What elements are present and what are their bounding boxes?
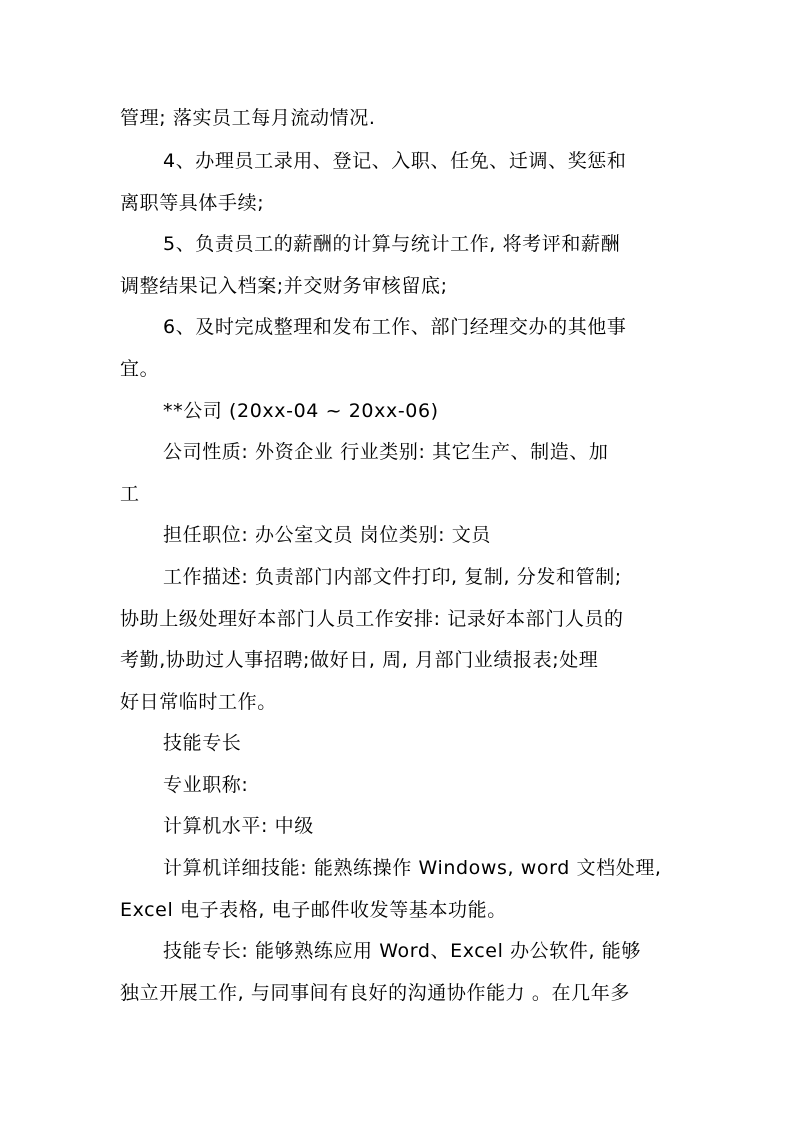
paragraph-line-4: 5、负责员工的薪酬的计算与统计工作, 将考评和薪酬 (163, 233, 621, 255)
paragraph-line-1: 管理; 落实员工每月流动情况. (120, 107, 376, 129)
skills-specialty-line-2: 独立开展工作, 与同事间有良好的沟通协作能力 。在几年多 (120, 982, 630, 1004)
professional-title-line: 专业职称: (163, 774, 249, 796)
position-line: 担任职位: 办公室文员 岗位类别: 文员 (163, 524, 491, 546)
paragraph-line-6: 6、及时完成整理和发布工作、部门经理交办的其他事 (163, 316, 627, 338)
job-description-line-3: 考勤,协助过人事招聘;做好日, 周, 月部门业绩报表;处理 (120, 649, 599, 671)
company-nature-line: 公司性质: 外资企业 行业类别: 其它生产、制造、加 (163, 441, 609, 463)
company-nature-continuation: 工 (120, 483, 140, 505)
job-description-line-4: 好日常临时工作。 (120, 691, 277, 713)
company-heading: **公司 (20xx-04 ~ 20xx-06) (163, 400, 439, 422)
paragraph-line-5: 调整结果记入档案;并交财务审核留底; (120, 275, 448, 297)
computer-skills-line-1: 计算机详细技能: 能熟练操作 Windows, word 文档处理, (163, 857, 662, 879)
job-description-line-2: 协助上级处理好本部门人员工作安排: 记录好本部门人员的 (120, 608, 624, 630)
skills-specialty-line-1: 技能专长: 能够熟练应用 Word、Excel 办公软件, 能够 (163, 940, 641, 962)
paragraph-line-2: 4、办理员工录用、登记、入职、任免、迁调、奖惩和 (163, 150, 627, 172)
computer-level-line: 计算机水平: 中级 (163, 815, 314, 837)
paragraph-line-7: 宜。 (120, 358, 160, 380)
computer-skills-line-2: Excel 电子表格, 电子邮件收发等基本功能。 (120, 899, 507, 921)
paragraph-line-3: 离职等具体手续; (120, 192, 265, 214)
skills-heading: 技能专长 (163, 732, 242, 754)
job-description-line-1: 工作描述: 负责部门内部文件打印, 复制, 分发和管制; (163, 566, 622, 588)
